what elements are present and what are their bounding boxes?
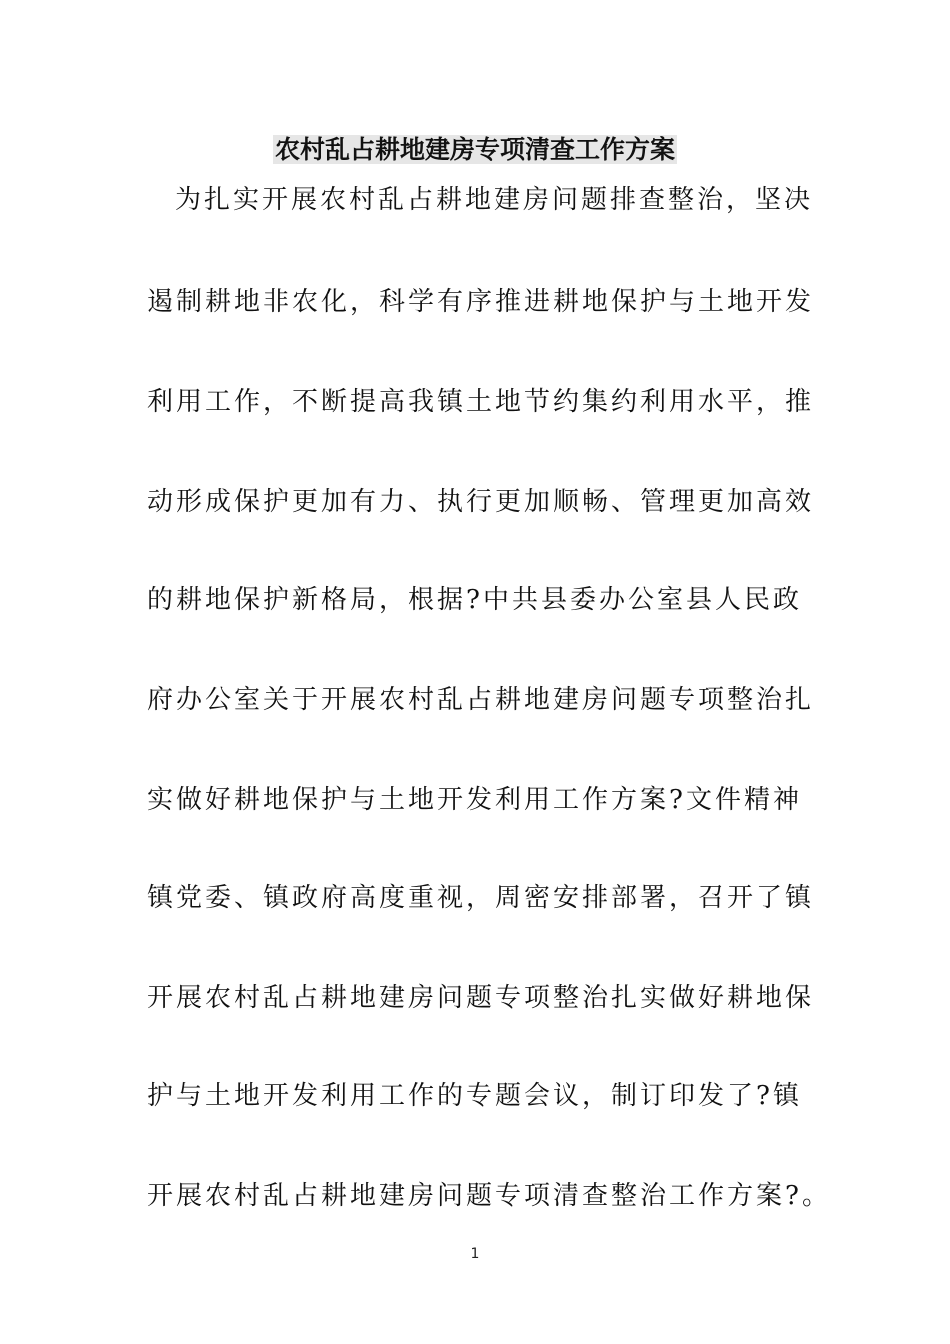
- page-number: 1: [470, 1246, 480, 1262]
- document-title-text: 农村乱占耕地建房专项清查工作方案: [274, 135, 675, 164]
- paragraph-line-10: 护与土地开发利用工作的专题会议，制订印发了?镇: [147, 1081, 802, 1111]
- paragraph-line-2: 遏制耕地非农化，科学有序推进耕地保护与土地开发: [147, 287, 815, 317]
- paragraph-line-8: 镇党委、镇政府高度重视，周密安排部署，召开了镇: [147, 883, 815, 913]
- paragraph-line-4: 动形成保护更加有力、执行更加顺畅、管理更加高效: [147, 487, 815, 517]
- paragraph-line-5: 的耕地保护新格局，根据?中共县委办公室县人民政: [147, 585, 802, 615]
- paragraph-line-11: 开展农村乱占耕地建房问题专项清查整治工作方案?。: [147, 1181, 831, 1211]
- paragraph-line-3: 利用工作，不断提高我镇土地节约集约利用水平，推: [147, 387, 815, 417]
- paragraph-line-9: 开展农村乱占耕地建房问题专项整治扎实做好耕地保: [147, 983, 815, 1013]
- document-title: [0, 130, 950, 170]
- paragraph-line-7: 实做好耕地保护与土地开发利用工作方案?文件精神: [147, 785, 802, 815]
- paragraph-line-6: 府办公室关于开展农村乱占耕地建房问题专项整治扎: [147, 685, 815, 715]
- paragraph-line-1: 为扎实开展农村乱占耕地建房问题排查整治，坚决: [175, 185, 814, 215]
